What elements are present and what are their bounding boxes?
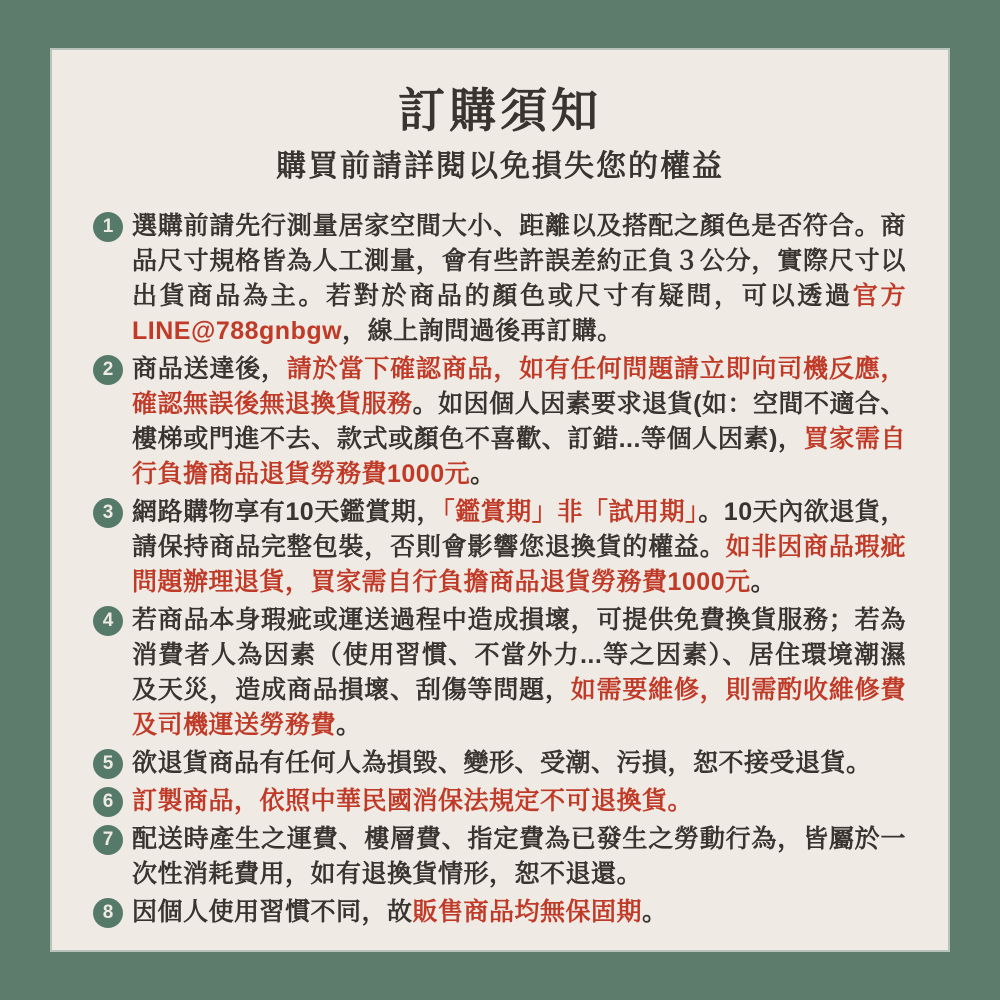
notice-list bbox=[93, 209, 906, 930]
notice-item bbox=[93, 895, 906, 930]
notice-text-segment: 買家需自行負擔商品退貨勞務費1000元 bbox=[132, 425, 906, 489]
notice-text bbox=[132, 495, 906, 600]
notice-text-segment: 欲退貨商品有任何人為損毀、變形、受潮、污損，恕不接受退貨。 bbox=[132, 749, 872, 778]
notice-text-segment: 。 bbox=[750, 568, 777, 597]
notice-text-segment: 因個人使用習慣不同，故 bbox=[132, 898, 413, 927]
notice-item bbox=[93, 495, 906, 600]
notice-text-segment: 配送時產生之運費、樓層費、指定費為已發生之勞動行為，皆屬於一次性消耗費用，如有退換貨情形，恕不退還。 bbox=[132, 825, 906, 889]
notice-text-segment: 網路購物享有10天鑑賞期， bbox=[132, 498, 443, 527]
notice-number-badge: 6 bbox=[93, 787, 123, 817]
notice-text bbox=[132, 603, 906, 743]
notice-number-badge: 1 bbox=[93, 212, 123, 242]
notice-item bbox=[93, 746, 906, 781]
notice-text-segment: 。 bbox=[470, 460, 496, 489]
notice-text-segment: ，線上詢問過後再訂購。 bbox=[342, 317, 623, 346]
notice-text bbox=[132, 784, 906, 819]
notice-text-segment: 。 bbox=[336, 711, 362, 740]
notice-item bbox=[93, 822, 906, 892]
notice-number-badge: 3 bbox=[93, 498, 123, 528]
notice-text-segment: 。 bbox=[642, 898, 668, 927]
notice-item bbox=[93, 352, 906, 492]
notice-card bbox=[52, 50, 948, 950]
notice-item bbox=[93, 603, 906, 743]
notice-text-segment: 商品送達後， bbox=[132, 355, 287, 384]
page-title: 訂購須知 bbox=[398, 84, 602, 137]
notice-text-segment: 販售商品均無保固期 bbox=[412, 898, 643, 927]
notice-item bbox=[93, 209, 906, 349]
notice-number-badge: 4 bbox=[93, 606, 123, 636]
notice-text-segment: 如需要維修，則需酌收維修費及司機運送勞務費 bbox=[132, 676, 906, 740]
notice-text-segment: 訂製商品，依照中華民國消保法規定不可退換貨。 bbox=[132, 787, 694, 816]
page-subtitle: 購買前請詳閱以免損失您的權益 bbox=[276, 150, 724, 184]
notice-text bbox=[132, 746, 906, 781]
notice-text bbox=[132, 209, 906, 349]
notice-text-segment: 「鑑賞期」非「試用期」 bbox=[442, 498, 699, 527]
notice-text-segment: 官方LINE@788gnbgw bbox=[132, 282, 906, 346]
notice-text bbox=[132, 895, 906, 930]
notice-text bbox=[132, 352, 906, 492]
notice-number-badge: 7 bbox=[93, 825, 123, 855]
notice-text-segment: 如非因商品瑕疵問題辦理退貨，買家需自行負擔商品退貨勞務費1000元 bbox=[132, 533, 906, 597]
notice-text-segment: 。如因個人因素要求退貨(如：空間不適合、樓梯或門進不去、款式或顏色不喜歡、訂錯...等個人因素)， bbox=[132, 390, 906, 454]
notice-number-badge: 8 bbox=[93, 898, 123, 928]
notice-number-badge: 5 bbox=[93, 749, 123, 779]
notice-item bbox=[93, 784, 906, 819]
notice-text-segment: 選購前請先行測量居家空間大小、距離以及搭配之顏色是否符合。商品尺寸規格皆為人工測量，會有些許誤差約正負３公分，實際尺寸以出貨商品為主。若對於商品的顏色或尺寸有疑問，可以透過 bbox=[132, 212, 906, 311]
notice-number-badge: 2 bbox=[93, 355, 123, 385]
notice-text bbox=[132, 822, 906, 892]
notice-text-segment: 。10天內欲退貨，請保持商品完整包裝，否則會影響您退換貨的權益。 bbox=[132, 498, 906, 562]
notice-text-segment: 請於當下確認商品，如有任何問題請立即向司機反應，確認無誤後無退換貨服務 bbox=[132, 355, 906, 419]
notice-text-segment: 若商品本身瑕疵或運送過程中造成損壞，可提供免費換貨服務；若為消費者人為因素（使用習慣、不當外力...等之因素）、居住環境潮濕及天災，造成商品損壞、刮傷等問題， bbox=[132, 606, 906, 705]
